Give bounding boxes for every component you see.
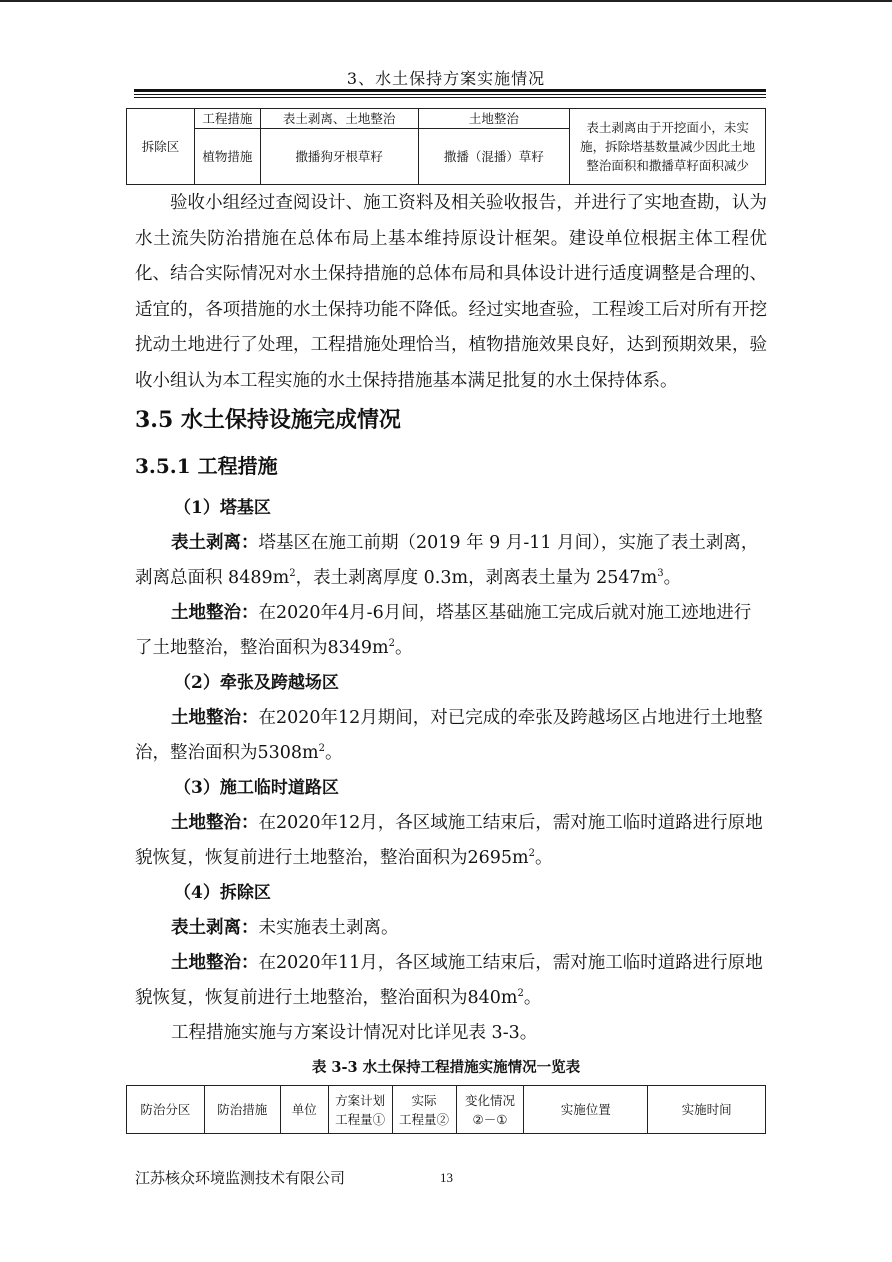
term-label: 土地整治： <box>171 708 259 728</box>
table-cell-note: 表土剥离由于开挖面小，未实施，拆除塔基数量减少因此土地整治面积和撒播草籽面积减少 <box>570 109 766 185</box>
page-number: 13 <box>440 1170 453 1185</box>
table-cell-type: 工程措施 <box>194 109 260 129</box>
header-cell-change: 变化情况 ②－① <box>456 1086 524 1134</box>
footer-company: 江苏核众环境监测技术有限公司 <box>135 1169 346 1187</box>
header-cell-measure: 防治措施 <box>204 1086 280 1134</box>
table-cell-plan: 表土剥离、土地整治 <box>260 109 418 129</box>
header-cell-actual: 实际 工程量② <box>392 1086 456 1134</box>
header-rule <box>134 97 766 98</box>
term-label: 土地整治： <box>171 813 259 833</box>
body-line: 土地整治：在2020年11月，各区域施工结束后，需对施工临时道路进行原地 <box>171 953 763 973</box>
term-label: 表土剥离： <box>171 533 259 553</box>
zone-heading: （4）拆除区 <box>174 883 271 903</box>
body-line: 土地整治：在2020年4月-6月间，塔基区基础施工完成后就对施工迹地进行 <box>171 603 752 623</box>
header-rule <box>134 94 766 95</box>
body-line: 土地整治：在2020年12月，各区域施工结束后，需对施工临时道路进行原地 <box>171 813 763 833</box>
header-cell-time: 实施时间 <box>648 1086 766 1134</box>
header-cell-location: 实施位置 <box>524 1086 648 1134</box>
section-heading: 3.5 水土保持设施完成情况 <box>135 407 401 433</box>
continued-table <box>126 108 766 185</box>
table-3-3 <box>126 1085 766 1134</box>
table-cell-actual: 撒播（混播）草籽 <box>418 129 570 185</box>
header-cell-plan: 方案计划 工程量① <box>328 1086 392 1134</box>
header-rule <box>134 89 766 92</box>
body-line: 貌恢复，恢复前进行土地整治，整治面积为$840m^2$。 <box>135 988 542 1008</box>
term-label: 表土剥离： <box>171 918 259 938</box>
body-line: 土地整治：在2020年12月期间，对已完成的牵张及跨越场区占地进行土地整 <box>171 708 763 728</box>
term-label: 土地整治： <box>171 603 259 623</box>
body-line: 表土剥离：塔基区在施工前期（2019 年 9 月-11 月间），实施了表土剥离， <box>171 533 759 553</box>
table-cell-plan: 撒播狗牙根草籽 <box>260 129 418 185</box>
term-label: 土地整治： <box>171 953 259 973</box>
table-cell-type: 植物措施 <box>194 129 260 185</box>
body-line: 治，整治面积为$5308m^2$。 <box>135 743 343 763</box>
header-cell-zone: 防治分区 <box>127 1086 205 1134</box>
body-line: 貌恢复，恢复前进行土地整治，整治面积为$2695m^2$。 <box>135 848 553 868</box>
body-line: 剥离总面积 $8489m^2$，表土剥离厚度 0.3m，剥离表土量为 $2547m^3$。 <box>135 568 682 588</box>
body-line: 表土剥离：未实施表土剥离。 <box>171 918 399 938</box>
zone-heading: （2）牵张及跨越场区 <box>174 673 339 693</box>
table-caption: 表 3-3 水土保持工程措施实施情况一览表 <box>311 1059 581 1076</box>
compare-sentence: 工程措施实施与方案设计情况对比详见表 3-3。 <box>171 1023 538 1043</box>
intro-paragraph: 验收小组经过查阅设计、施工资料及相关验收报告，并进行了实地查勘，认为水土流失防治措施在总体布局上基本维持原设计框架。建设单位根据主体工程优化、结合实际情况对水土保持措施的总体布局和具体设计进行适度调整是合理的、适宜的，各项措施的水土保持功能不降低。经过实地查验，工程竣工后对所有开挖扰动土地进行了处理，工程措施处理恰当，植物措施效果良好，达到预期效果，验收小组认为本工程实施的水土保持措施基本满足批复的水土保持体系。 <box>135 193 767 391</box>
top-border <box>0 0 892 2</box>
zone-heading: （1）塔基区 <box>174 498 271 518</box>
running-header: 3、水土保持方案实施情况 <box>346 69 546 88</box>
table-cell-actual: 土地整治 <box>418 109 570 129</box>
subsection-heading: 3.5.1 工程措施 <box>135 454 278 478</box>
table-cell-zone: 拆除区 <box>127 109 195 185</box>
body-line: 了土地整治，整治面积为$8349m^2$。 <box>135 638 413 658</box>
zone-heading: （3）施工临时道路区 <box>174 778 339 798</box>
header-cell-unit: 单位 <box>280 1086 328 1134</box>
